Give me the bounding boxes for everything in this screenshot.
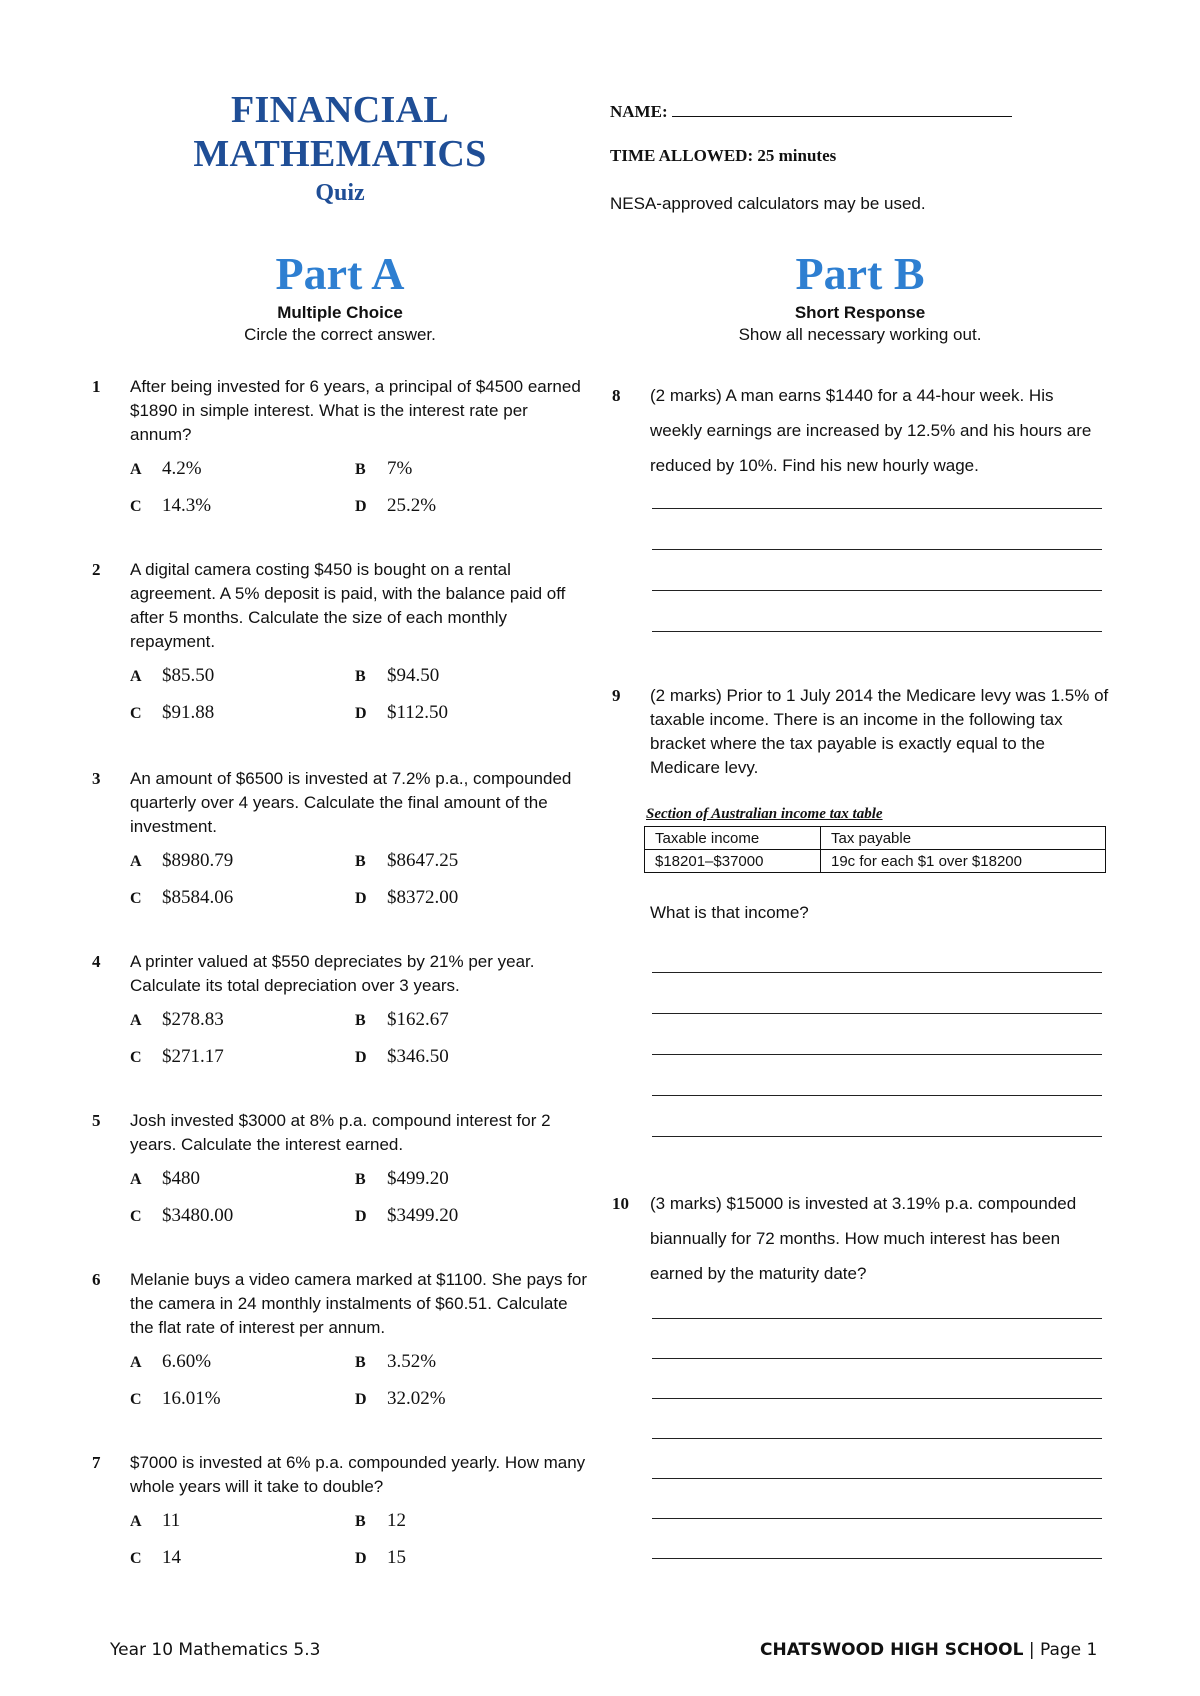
answer-options	[130, 1350, 592, 1412]
question-2	[92, 558, 592, 726]
question-number: 6	[92, 1270, 101, 1289]
option-a[interactable]: A 11	[130, 1510, 181, 1531]
answer-line[interactable]	[652, 1558, 1102, 1559]
option-b[interactable]: B 3.52%	[355, 1351, 437, 1372]
option-c[interactable]: C 16.01%	[130, 1388, 221, 1409]
option-b[interactable]: B $499.20	[355, 1168, 449, 1189]
answer-line[interactable]	[652, 1136, 1102, 1137]
time-allowed	[610, 146, 836, 166]
answer-line[interactable]	[652, 1054, 1102, 1055]
title-line-2: MATHEMATICS	[193, 133, 487, 175]
answer-line[interactable]	[652, 1095, 1102, 1096]
option-a[interactable]: A $278.83	[130, 1009, 224, 1030]
option-a[interactable]: A $480	[130, 1168, 200, 1189]
question-text: Melanie buys a video camera marked at $1100. She pays for the camera in 24 monthly instalments of $60.51. Calculate the flat rate of interest per annum.	[130, 1270, 588, 1337]
income-question: What is that income?	[650, 903, 809, 922]
option-b[interactable]: B $8647.25	[355, 850, 459, 871]
answer-options	[130, 1008, 592, 1070]
question-number: 1	[92, 377, 101, 396]
question-number: 9	[612, 686, 621, 705]
time-value: 25 minutes	[757, 146, 837, 165]
answer-line[interactable]	[652, 1318, 1102, 1319]
question-number: 8	[612, 386, 621, 405]
question-number: 3	[92, 769, 101, 788]
option-b[interactable]: B 12	[355, 1510, 406, 1531]
calculator-note: NESA-approved calculators may be used.	[610, 194, 926, 213]
question-7	[92, 1451, 592, 1571]
tax-table-title: Section of Australian income tax table	[646, 806, 883, 822]
table-row	[645, 850, 1106, 873]
option-c[interactable]: C $3480.00	[130, 1205, 234, 1226]
question-3	[92, 767, 592, 911]
answer-line[interactable]	[652, 549, 1102, 550]
part-b-instruction: Show all necessary working out.	[738, 325, 982, 344]
question-number: 7	[92, 1453, 101, 1472]
answer-options	[130, 664, 592, 726]
tax-table	[644, 826, 1106, 873]
footer-school: CHATSWOOD HIGH SCHOOL	[760, 1640, 1024, 1660]
time-label: TIME ALLOWED:	[610, 146, 754, 165]
name-label: NAME:	[610, 102, 668, 121]
option-d[interactable]: D $3499.20	[355, 1205, 459, 1226]
option-d[interactable]: D $8372.00	[355, 887, 459, 908]
answer-options	[130, 849, 592, 911]
option-c[interactable]: C $91.88	[130, 702, 215, 723]
part-b-title: Part B	[795, 248, 925, 299]
part-b-subtitle: Short Response	[794, 303, 926, 322]
question-number: 4	[92, 952, 101, 971]
question-text: Josh invested $3000 at 8% p.a. compound interest for 2 years. Calculate the interest earned.	[130, 1111, 551, 1154]
question-number: 2	[92, 560, 101, 579]
answer-line[interactable]	[652, 508, 1102, 509]
question-text: (2 marks) A man earns $1440 for a 44-hour week. His weekly earnings are increased by 12.5% and his hours are reduced by 10%. Find his new hourly wage.	[650, 386, 1092, 475]
table-cell: 19c for each $1 over $18200	[821, 850, 1106, 873]
answer-line[interactable]	[652, 1478, 1102, 1479]
answer-options	[130, 1167, 592, 1229]
option-a[interactable]: A $8980.79	[130, 850, 234, 871]
option-a[interactable]: A $85.50	[130, 665, 215, 686]
question-number: 5	[92, 1111, 101, 1130]
name-field[interactable]	[610, 98, 1012, 122]
table-header: Taxable income	[645, 827, 821, 850]
quiz-title-block	[140, 88, 540, 210]
part-a-subtitle: Multiple Choice	[277, 303, 403, 322]
answer-line[interactable]	[652, 1518, 1102, 1519]
option-a[interactable]: A 4.2%	[130, 458, 202, 479]
answer-line[interactable]	[652, 972, 1102, 973]
answer-line[interactable]	[652, 1398, 1102, 1399]
part-a-header	[140, 246, 540, 346]
answer-options	[130, 457, 592, 519]
title-line-1: FINANCIAL	[230, 89, 450, 131]
option-b[interactable]: B 7%	[355, 458, 413, 479]
question-text: $7000 is invested at 6% p.a. compounded yearly. How many whole years will it take to double?	[130, 1453, 586, 1496]
table-cell: $18201–$37000	[645, 850, 821, 873]
quiz-subtitle: Quiz	[315, 180, 365, 206]
option-d[interactable]: D 15	[355, 1547, 406, 1568]
option-b[interactable]: B $94.50	[355, 665, 440, 686]
answer-line[interactable]	[652, 1438, 1102, 1439]
question-10	[612, 1186, 1112, 1291]
question-text: After being invested for 6 years, a principal of $4500 earned $1890 in simple interest. What is the interest rate per annum?	[130, 377, 581, 444]
option-d[interactable]: D 32.02%	[355, 1388, 446, 1409]
option-c[interactable]: C $8584.06	[130, 887, 234, 908]
option-a[interactable]: A 6.60%	[130, 1351, 212, 1372]
question-5	[92, 1109, 592, 1229]
table-header: Tax payable	[821, 827, 1106, 850]
question-4	[92, 950, 592, 1070]
option-d[interactable]: D $112.50	[355, 702, 449, 723]
question-6	[92, 1268, 592, 1412]
option-c[interactable]: C 14	[130, 1547, 181, 1568]
footer-course: Year 10 Mathematics 5.3	[110, 1640, 321, 1660]
question-text: A printer valued at $550 depreciates by 21% per year. Calculate its total depreciation over 3 years.	[130, 952, 535, 995]
option-c[interactable]: C $271.17	[130, 1046, 224, 1067]
footer-school-page	[760, 1640, 1097, 1660]
question-text: (3 marks) $15000 is invested at 3.19% p.a. compounded biannually for 72 months. How much interest has been earned by the maturity date?	[650, 1194, 1077, 1283]
answer-line[interactable]	[652, 1013, 1102, 1014]
option-d[interactable]: D $346.50	[355, 1046, 449, 1067]
footer-page-number: Page 1	[1039, 1640, 1098, 1660]
question-text: A digital camera costing $450 is bought on a rental agreement. A 5% deposit is paid, with the balance paid off after 5 months. Calculate the size of each monthly repayment.	[130, 560, 566, 651]
question-text: An amount of $6500 is invested at 7.2% p.a., compounded quarterly over 4 years. Calculate the final amount of the investment.	[130, 769, 572, 836]
question-9	[612, 684, 1112, 780]
option-d[interactable]: D 25.2%	[355, 495, 437, 516]
name-blank-line[interactable]	[672, 98, 1012, 117]
answer-line[interactable]	[652, 1358, 1102, 1359]
answer-line[interactable]	[652, 590, 1102, 591]
question-number: 10	[612, 1194, 629, 1213]
answer-options	[130, 1509, 592, 1571]
option-c[interactable]: C 14.3%	[130, 495, 212, 516]
question-1	[92, 375, 592, 519]
footer-separator: |	[1028, 1640, 1035, 1660]
part-a-instruction: Circle the correct answer.	[244, 325, 436, 344]
option-b[interactable]: B $162.67	[355, 1009, 449, 1030]
question-8	[612, 378, 1112, 483]
part-a-title: Part A	[275, 248, 405, 299]
part-b-header	[660, 246, 1060, 346]
answer-line[interactable]	[652, 631, 1102, 632]
question-text: (2 marks) Prior to 1 July 2014 the Medicare levy was 1.5% of taxable income. There is an income in the following tax bracket where the tax payable is exactly equal to the Medicare levy.	[650, 686, 1109, 777]
table-header-row	[645, 827, 1106, 850]
